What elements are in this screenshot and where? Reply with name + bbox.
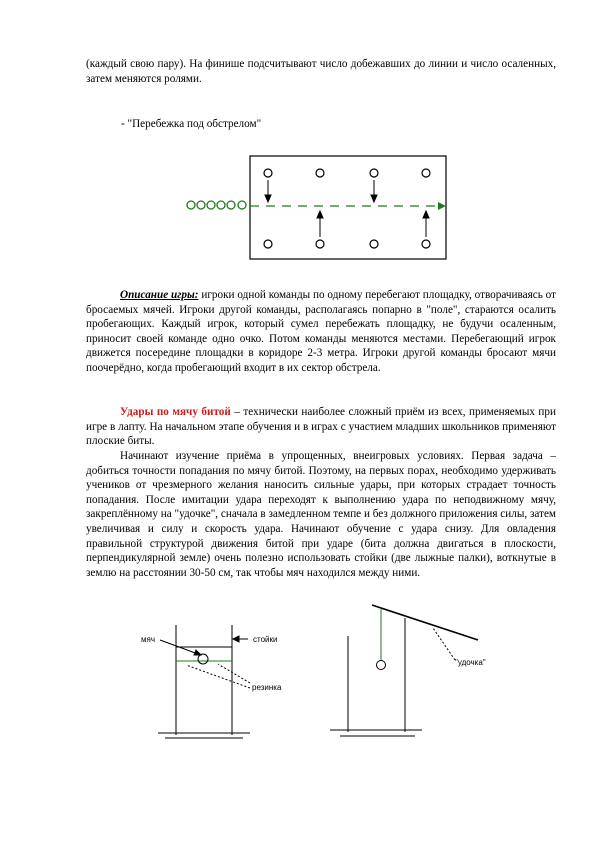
label-posts: стойки (253, 635, 278, 644)
label-fishing-rod: "удочка" (455, 658, 486, 667)
intro-paragraph: (каждый свою пару). На финише подсчитывают число добежавших до линии и число осаленных, затем меняются ролями. (86, 58, 556, 85)
label-ball: мяч (141, 635, 155, 644)
game-title: - "Перебежка под обстрелом" (121, 118, 262, 130)
bat-learning-paragraph: Начинают изучение приёма в упрощенных, внеигровых условиях. Первая задача – добиться точности попадания по мячу битой. Поэтому, на первых порах, необходимо удерживать учеников от чрезмерного желания наносить сильные удары, при которых страдает точность попадания. После имитации удара переходят к выполнению удара по неподвижному мячу, закреплённому на "удочке", сначала в замедленном темпе и без должного приложения силы, затем увеличивая и силу и скорость удара. Начинают обучение с удара снизу. Для овладения правильной структурой движения битой при ударе (бита должна двигаться в плоскости, перпендикулярной земле) очень полезно использовать стойки (две лыжные палки), воткнутые в землю на расстоянии 30-50 см, так чтобы мяч находился между ними. (86, 450, 556, 579)
label-rubber-band: резинка (252, 683, 282, 692)
game-description-text: игроки одной команды по одному перебегают площадку, отворачиваясь от бросаемых мячей. Игроки другой команды, располагаясь попарно в "поле", стараются осалить пробегающих. Каждый игрок, который сумел перебежать площадку, не будучи осаленным, приносит своей команде одно очко. Потом команды меняются местами. Перебегающий игрок движется посередине площадки в коридоре 2-3 метра. Игроки другой команды бросают мячи поочерёдно, когда пробегающий входит в их сектор обстрела. (86, 289, 556, 374)
bat-section-heading: Удары по мячу битой (120, 406, 231, 418)
game-description-heading: Описание игры: (120, 289, 199, 301)
rod-figure (330, 605, 478, 736)
bat-section-text: – технически наиболее сложный приём из всех, применяемых при игре в лапту. На начальном этапе обучения и в играх с участием младших школьников применяют плоские биты. (86, 406, 556, 448)
posts-figure (158, 625, 250, 738)
